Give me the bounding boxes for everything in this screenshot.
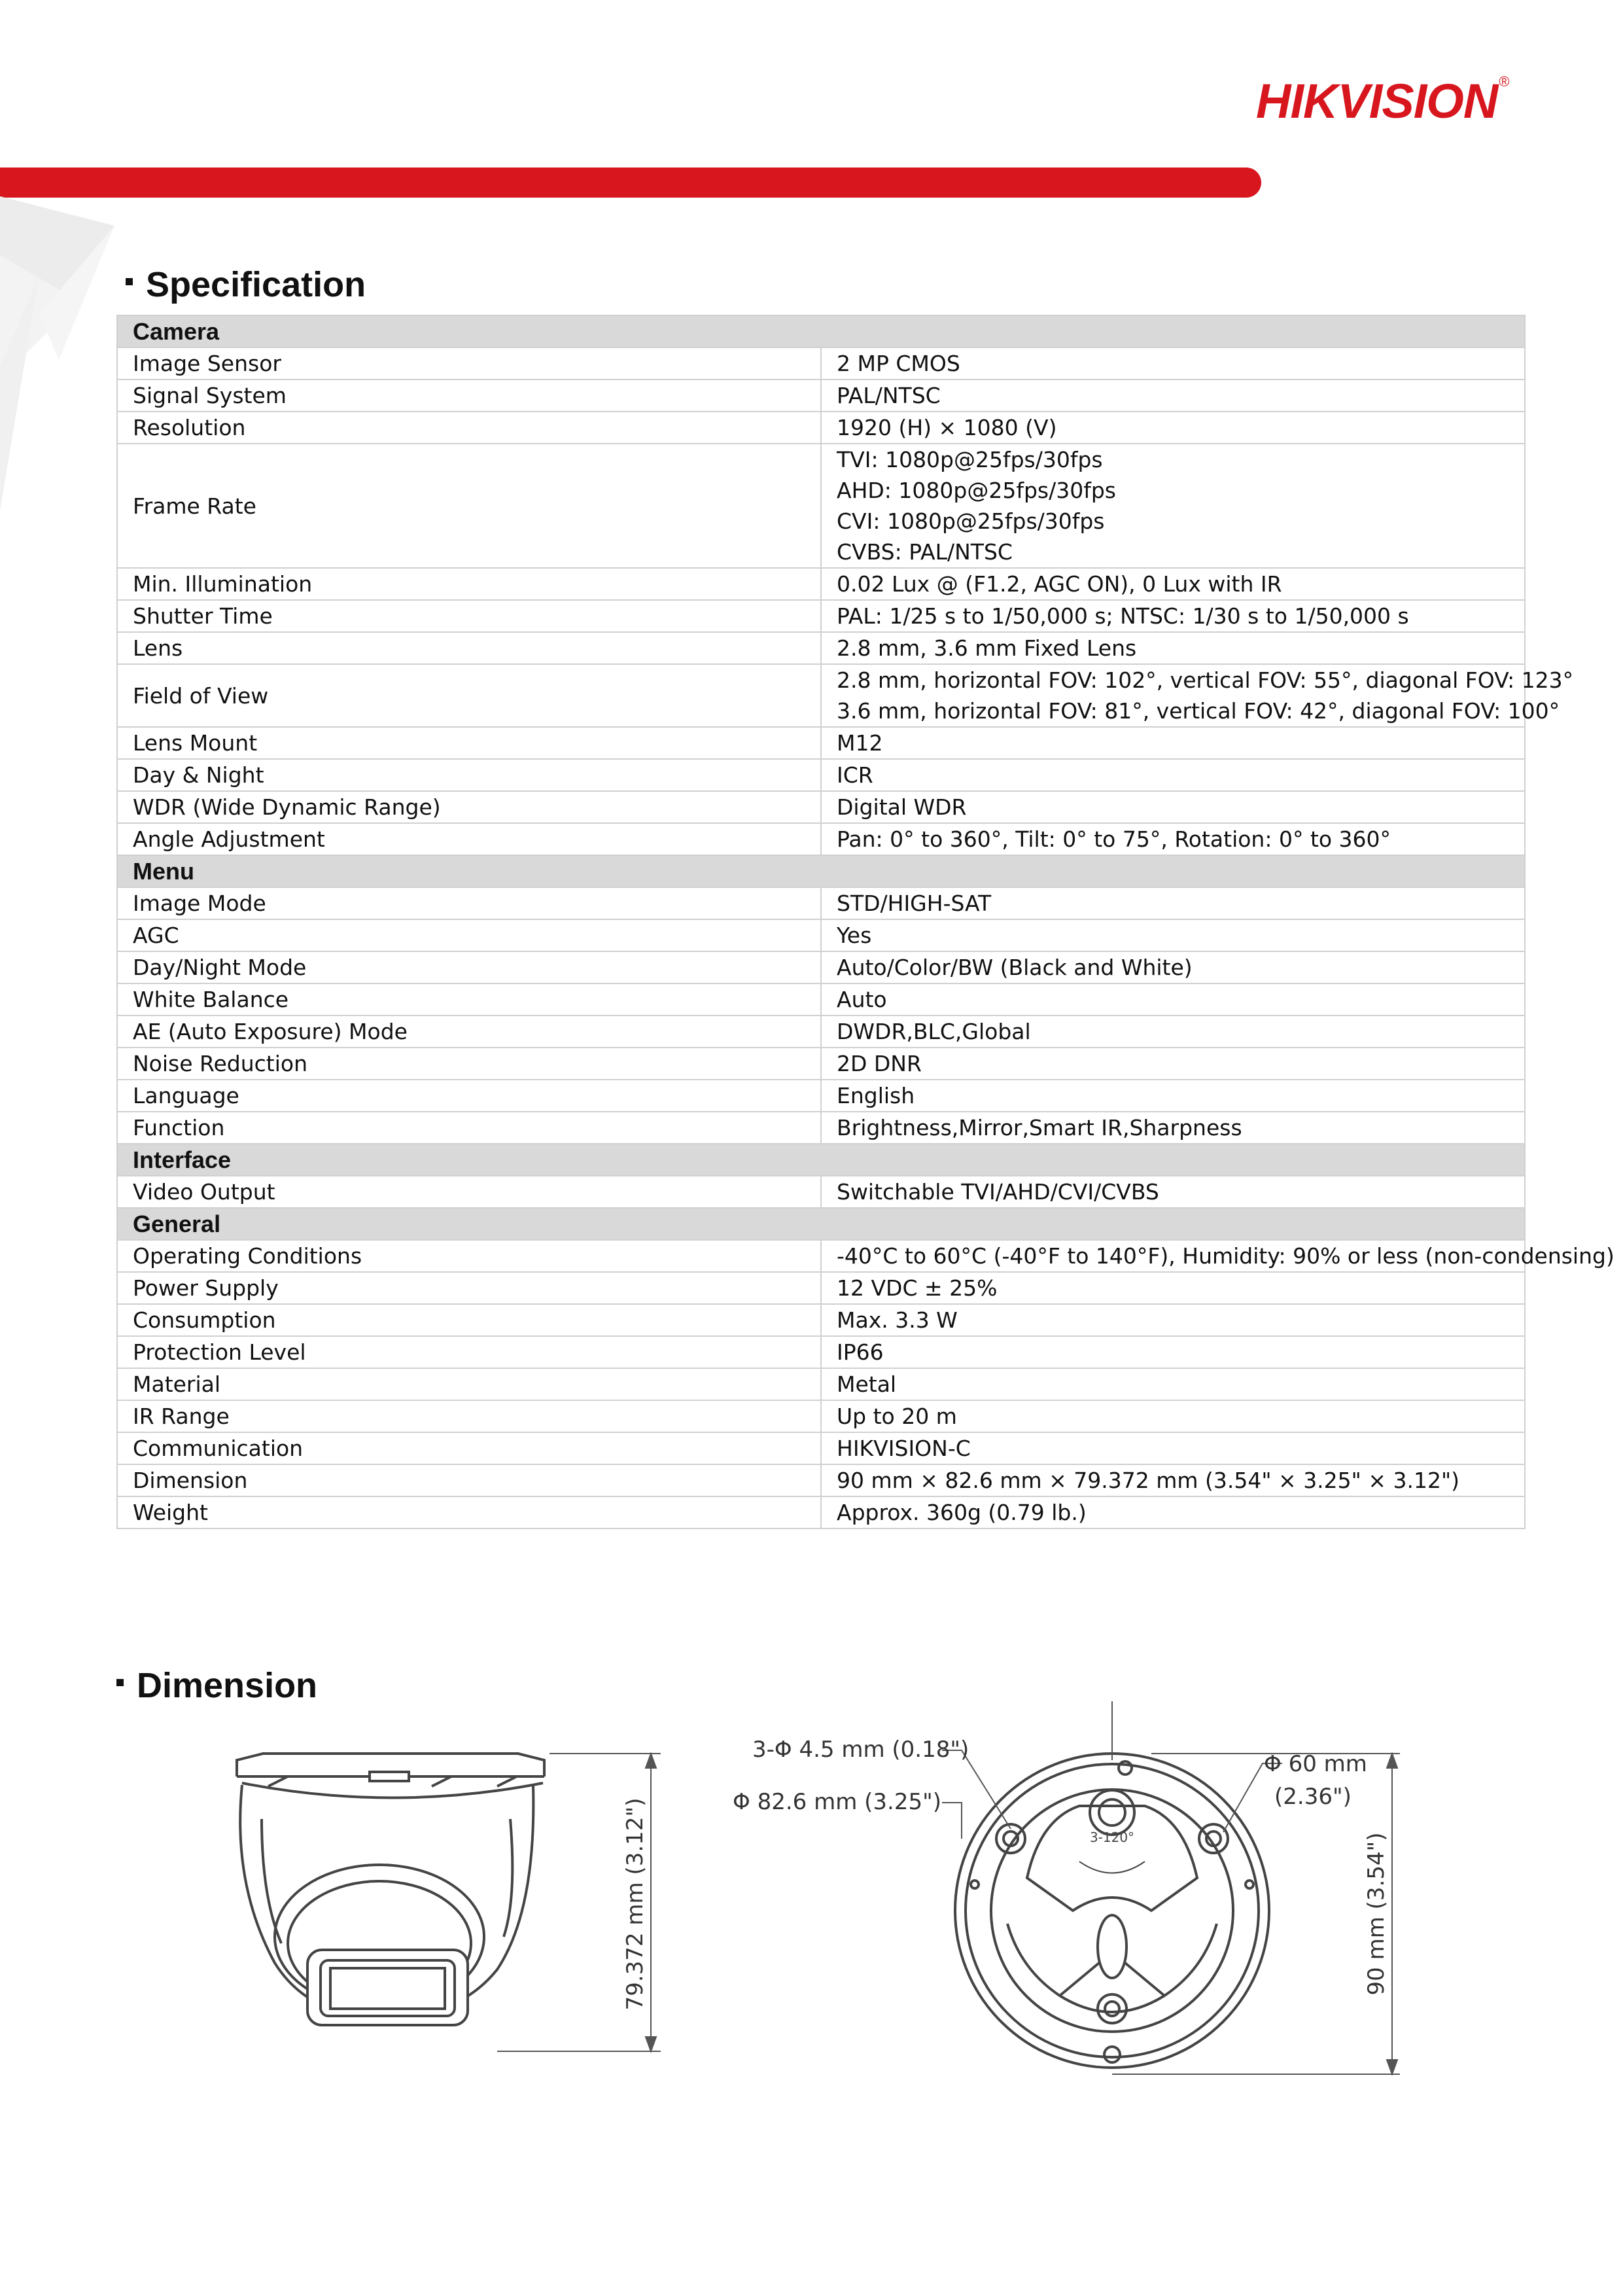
spec-row (117, 823, 1525, 855)
bullet-icon (126, 278, 133, 285)
spec-value-line: DWDR,BLC,Global (837, 1019, 1031, 1044)
spec-value-line: M12 (837, 730, 883, 756)
spec-value-line: Digital WDR (837, 794, 967, 820)
spec-value-line: 1920 (H) × 1080 (V) (837, 415, 1057, 440)
spec-row (117, 412, 1525, 444)
spec-row (117, 919, 1525, 951)
spec-value (821, 1112, 1525, 1144)
spec-value (821, 444, 1525, 568)
spec-key: Image Sensor (117, 347, 821, 380)
dimension-title: Dimension (137, 1666, 318, 1705)
spec-value-line: Metal (837, 1371, 897, 1397)
spec-value (821, 887, 1525, 919)
spec-key: WDR (Wide Dynamic Range) (117, 791, 821, 823)
side-height-label: 79.372 mm (3.12") (622, 1797, 648, 2011)
spec-row (117, 1432, 1525, 1464)
spec-key: Angle Adjustment (117, 823, 821, 855)
spec-value (821, 1368, 1525, 1400)
spec-key: Day & Night (117, 759, 821, 791)
spec-row (117, 951, 1525, 983)
spec-value-line: IP66 (837, 1339, 884, 1365)
spec-value-line: 12 VDC ± 25% (837, 1275, 998, 1301)
spec-row (117, 1016, 1525, 1048)
spec-value (821, 1016, 1525, 1048)
spec-value-line: CVBS: PAL/NTSC (837, 539, 1013, 565)
spec-row (117, 1464, 1525, 1496)
spec-row (117, 568, 1525, 600)
registered-mark: ® (1499, 73, 1510, 90)
spec-value-line: TVI: 1080p@25fps/30fps (837, 447, 1103, 472)
spec-value (821, 412, 1525, 444)
spec-value-line: Pan: 0° to 360°, Tilt: 0° to 75°, Rotation: 0° to 360° (837, 826, 1391, 852)
spec-key: Lens (117, 632, 821, 664)
spec-value (821, 380, 1525, 412)
spec-row (117, 1368, 1525, 1400)
decorative-triangles (0, 196, 124, 537)
spec-key: Min. Illumination (117, 568, 821, 600)
spec-row (117, 1400, 1525, 1432)
spec-value-line: 2 MP CMOS (837, 351, 960, 376)
section-header-row (117, 315, 1525, 347)
spec-row (117, 1240, 1525, 1272)
spec-row (117, 444, 1525, 568)
spec-value-line: 0.02 Lux @ (F1.2, AGC ON), 0 Lux with IR (837, 571, 1282, 597)
spec-value-line: Switchable TVI/AHD/CVI/CVBS (837, 1179, 1159, 1205)
spec-value-line: Max. 3.3 W (837, 1307, 958, 1333)
section-header: Camera (117, 315, 1525, 347)
spec-key: Signal System (117, 380, 821, 412)
spec-value-line: Up to 20 m (837, 1404, 957, 1429)
spec-value-line: ICR (837, 762, 873, 788)
spec-value (821, 919, 1525, 951)
spec-value-line: Auto/Color/BW (Black and White) (837, 955, 1193, 980)
spec-key: Shutter Time (117, 600, 821, 632)
spec-row (117, 1272, 1525, 1304)
spec-row (117, 759, 1525, 791)
spec-key: Operating Conditions (117, 1240, 821, 1272)
spec-value-line: 2.8 mm, 3.6 mm Fixed Lens (837, 635, 1137, 661)
dimension-drawing (0, 1688, 1623, 2185)
spec-value (821, 1464, 1525, 1496)
spec-row (117, 887, 1525, 919)
spec-key: Frame Rate (117, 444, 821, 568)
spec-row (117, 983, 1525, 1016)
inner-diameter-label-1: Φ 60 mm (1264, 1751, 1367, 1777)
spec-key: Lens Mount (117, 727, 821, 759)
spec-value-line: -40°C to 60°C (-40°F to 140°F), Humidity: 90% or less (non-condensing) (837, 1243, 1614, 1269)
spec-row (117, 727, 1525, 759)
section-header: General (117, 1208, 1525, 1240)
spec-row (117, 664, 1525, 727)
spec-key: Image Mode (117, 887, 821, 919)
spec-value-line: 2.8 mm, horizontal FOV: 102°, vertical FOV: 55°, diagonal FOV: 123° (837, 667, 1574, 693)
camera-side-view (237, 1754, 544, 2025)
spec-row (117, 1304, 1525, 1336)
spec-value-line: 2D DNR (837, 1051, 922, 1076)
inner-diameter-label-2: (2.36") (1274, 1784, 1352, 1810)
spec-value (821, 823, 1525, 855)
spec-row (117, 1112, 1525, 1144)
spec-key: Weight (117, 1496, 821, 1528)
height-label: 90 mm (3.54") (1363, 1832, 1389, 1996)
spec-row (117, 791, 1525, 823)
specification-table (116, 315, 1614, 1529)
spec-row (117, 1496, 1525, 1528)
spec-value-line: STD/HIGH-SAT (837, 891, 992, 916)
spec-row (117, 632, 1525, 664)
spec-row (117, 600, 1525, 632)
spec-key: White Balance (117, 983, 821, 1016)
spec-value (821, 983, 1525, 1016)
spec-value-line: 90 mm × 82.6 mm × 79.372 mm (3.54" × 3.25" × 3.12") (837, 1468, 1460, 1493)
bullet-icon (116, 1679, 124, 1686)
spec-key: Power Supply (117, 1272, 821, 1304)
spec-value-line: Auto (837, 987, 887, 1012)
spec-key: AGC (117, 919, 821, 951)
spec-value (821, 759, 1525, 791)
spec-value (821, 664, 1574, 727)
section-header-row (117, 855, 1525, 887)
spec-key: Noise Reduction (117, 1048, 821, 1080)
spec-key: Day/Night Mode (117, 951, 821, 983)
spec-value-line: English (837, 1083, 915, 1108)
spec-value (821, 1496, 1525, 1528)
spec-row (117, 1080, 1525, 1112)
specification-heading (126, 264, 366, 305)
logo-text: HIKVISION (1256, 74, 1498, 128)
height-dimension (1112, 1754, 1400, 2074)
spec-key: Dimension (117, 1464, 821, 1496)
spec-value (821, 1304, 1525, 1336)
spec-key: IR Range (117, 1400, 821, 1432)
spec-value (821, 347, 1525, 380)
spec-value (821, 791, 1525, 823)
spec-value-line: Brightness,Mirror,Smart IR,Sharpness (837, 1115, 1242, 1140)
spec-value (821, 1432, 1525, 1464)
spec-key: Communication (117, 1432, 821, 1464)
spec-value (821, 1336, 1525, 1368)
spec-row (117, 347, 1525, 380)
spec-row (117, 1048, 1525, 1080)
spec-value (821, 1048, 1525, 1080)
spec-value-line: AHD: 1080p@25fps/30fps (837, 478, 1116, 503)
spec-value (821, 1176, 1525, 1208)
camera-base-view (955, 1754, 1269, 2068)
spec-value (821, 568, 1525, 600)
spec-key: Protection Level (117, 1336, 821, 1368)
spec-key: Resolution (117, 412, 821, 444)
spec-value (821, 1080, 1525, 1112)
base-diameter-label: Φ 82.6 mm (3.25") (733, 1789, 941, 1815)
specification-title: Specification (146, 265, 366, 304)
spec-value (821, 1272, 1525, 1304)
spec-key: Material (117, 1368, 821, 1400)
spec-value-line: HIKVISION-C (837, 1436, 971, 1461)
section-header: Interface (117, 1144, 1525, 1176)
spec-key: Function (117, 1112, 821, 1144)
spec-key: Language (117, 1080, 821, 1112)
angle-label: 3-120° (1089, 1829, 1135, 1845)
header-red-bar (0, 168, 1261, 198)
spec-value (821, 632, 1525, 664)
hole-label: 3-Φ 4.5 mm (0.18") (752, 1737, 969, 1763)
spec-value (821, 1240, 1614, 1272)
spec-key: Video Output (117, 1176, 821, 1208)
spec-value-line: Yes (837, 923, 872, 948)
spec-key: AE (Auto Exposure) Mode (117, 1016, 821, 1048)
section-header-row (117, 1208, 1525, 1240)
spec-row (117, 380, 1525, 412)
spec-value (821, 727, 1525, 759)
spec-value (821, 600, 1525, 632)
spec-value-line: PAL/NTSC (837, 383, 941, 408)
section-header: Menu (117, 855, 1525, 887)
spec-row (117, 1336, 1525, 1368)
spec-value (821, 1400, 1525, 1432)
spec-value-line: CVI: 1080p@25fps/30fps (837, 508, 1105, 534)
hikvision-logo (1256, 73, 1563, 132)
section-header-row (117, 1144, 1525, 1176)
spec-value-line: 3.6 mm, horizontal FOV: 81°, vertical FOV: 42°, diagonal FOV: 100° (837, 698, 1560, 724)
spec-row (117, 1176, 1525, 1208)
spec-key: Field of View (117, 664, 821, 727)
spec-key: Consumption (117, 1304, 821, 1336)
spec-value (821, 951, 1525, 983)
spec-value-line: Approx. 360g (0.79 lb.) (837, 1500, 1087, 1525)
spec-value-line: PAL: 1/25 s to 1/50,000 s; NTSC: 1/30 s to 1/50,000 s (837, 603, 1409, 629)
